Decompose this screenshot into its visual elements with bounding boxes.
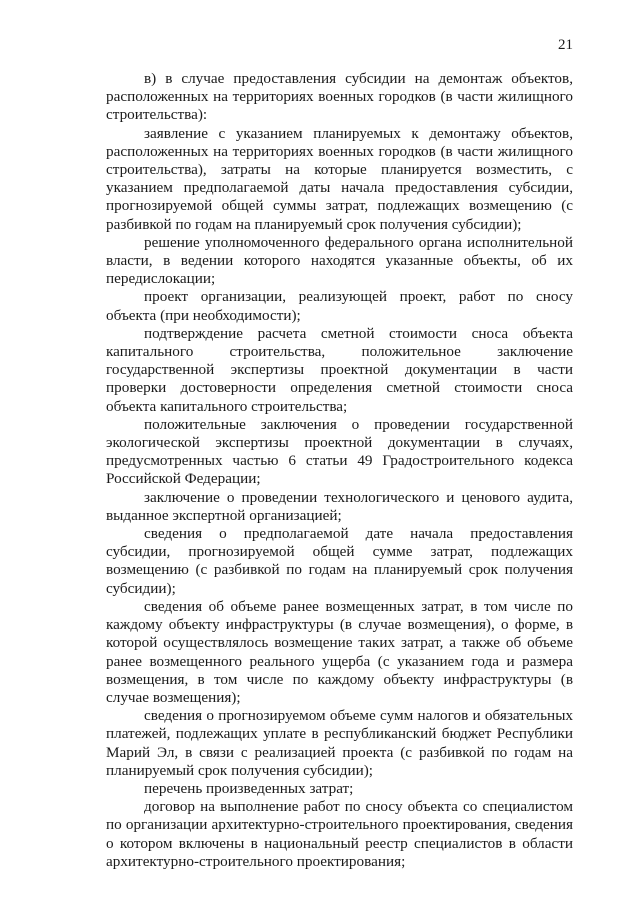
paragraph-specialist-contract: договор на выполнение работ по сносу объекта со специалистом по организации архитектурно-строительного проектирования, сведения о котором включены в национальный реестр специалистов в области архитектурно-строительного проектирования;: [106, 798, 573, 870]
paragraph-previous-compensation: сведения об объеме ранее возмещенных затрат, в том числе по каждому объекту инфраструктуры (в случае возмещения), о форме, в которой осуществлялось возмещение таких затрат, а также об объеме ранее возмещенного реального ущерба (с указанием года и размера возмещения, в том числе по каждому объекту инфраструктуры (в случае возмещения);: [106, 597, 573, 706]
paragraph-application: заявление с указанием планируемых к демонтажу объектов, расположенных на территориях военных городков (в части жилищного строительства), затраты на которые планируется возместить, с указанием предполагаемой даты начала предоставления субсидии, прогнозируемой общей суммы затрат, подлежащих возмещению (с разбивкой по годам на планируемый срок получения субсидии);: [106, 124, 573, 233]
paragraph-federal-authority-decision: решение уполномоченного федерального органа исполнительной власти, в ведении которого находятся указанные объекты, об их передислокации;: [106, 233, 573, 288]
paragraph-demolition-project: проект организации, реализующей проект, работ по сносу объекта (при необходимости);: [106, 288, 573, 324]
paragraph-cost-list: перечень произведенных затрат;: [144, 779, 354, 797]
page-number: 21: [558, 37, 573, 53]
paragraph-tax-forecast: сведения о прогнозируемом объеме сумм налогов и обязательных платежей, подлежащих уплате в республиканский бюджет Республики Марий Эл, в связи с реализацией проекта (с разбивкой по годам на планируемый срок получения субсидии);: [106, 707, 573, 779]
paragraph-audit-conclusion: заключение о проведении технологического и ценового аудита, выданное экспертной организацией;: [106, 488, 573, 524]
paragraph-subsidy-demolition-intro: в) в случае предоставления субсидии на демонтаж объектов, расположенных на территориях военных городков (в части жилищного строительства):: [106, 70, 573, 124]
paragraph-start-date-info: сведения о предполагаемой дате начала предоставления субсидии, прогнозируемой общей сумме затрат, подлежащих возмещению (с разбивкой по годам на планируемый срок получения субсидии);: [106, 525, 573, 597]
paragraph-cost-confirmation: подтверждение расчета сметной стоимости сноса объекта капитального строительства, положительное заключение государственной экспертизы проектной документации в части проверки достоверности определения сметной стоимости сноса объекта капитального строительства;: [106, 324, 573, 415]
paragraph-ecological-expertise: положительные заключения о проведении государственной экологической экспертизы проектной документации в случаях, предусмотренных частью 6 статьи 49 Градостроительного кодекса Российской Федерации;: [106, 415, 573, 488]
document-body: [106, 70, 573, 871]
